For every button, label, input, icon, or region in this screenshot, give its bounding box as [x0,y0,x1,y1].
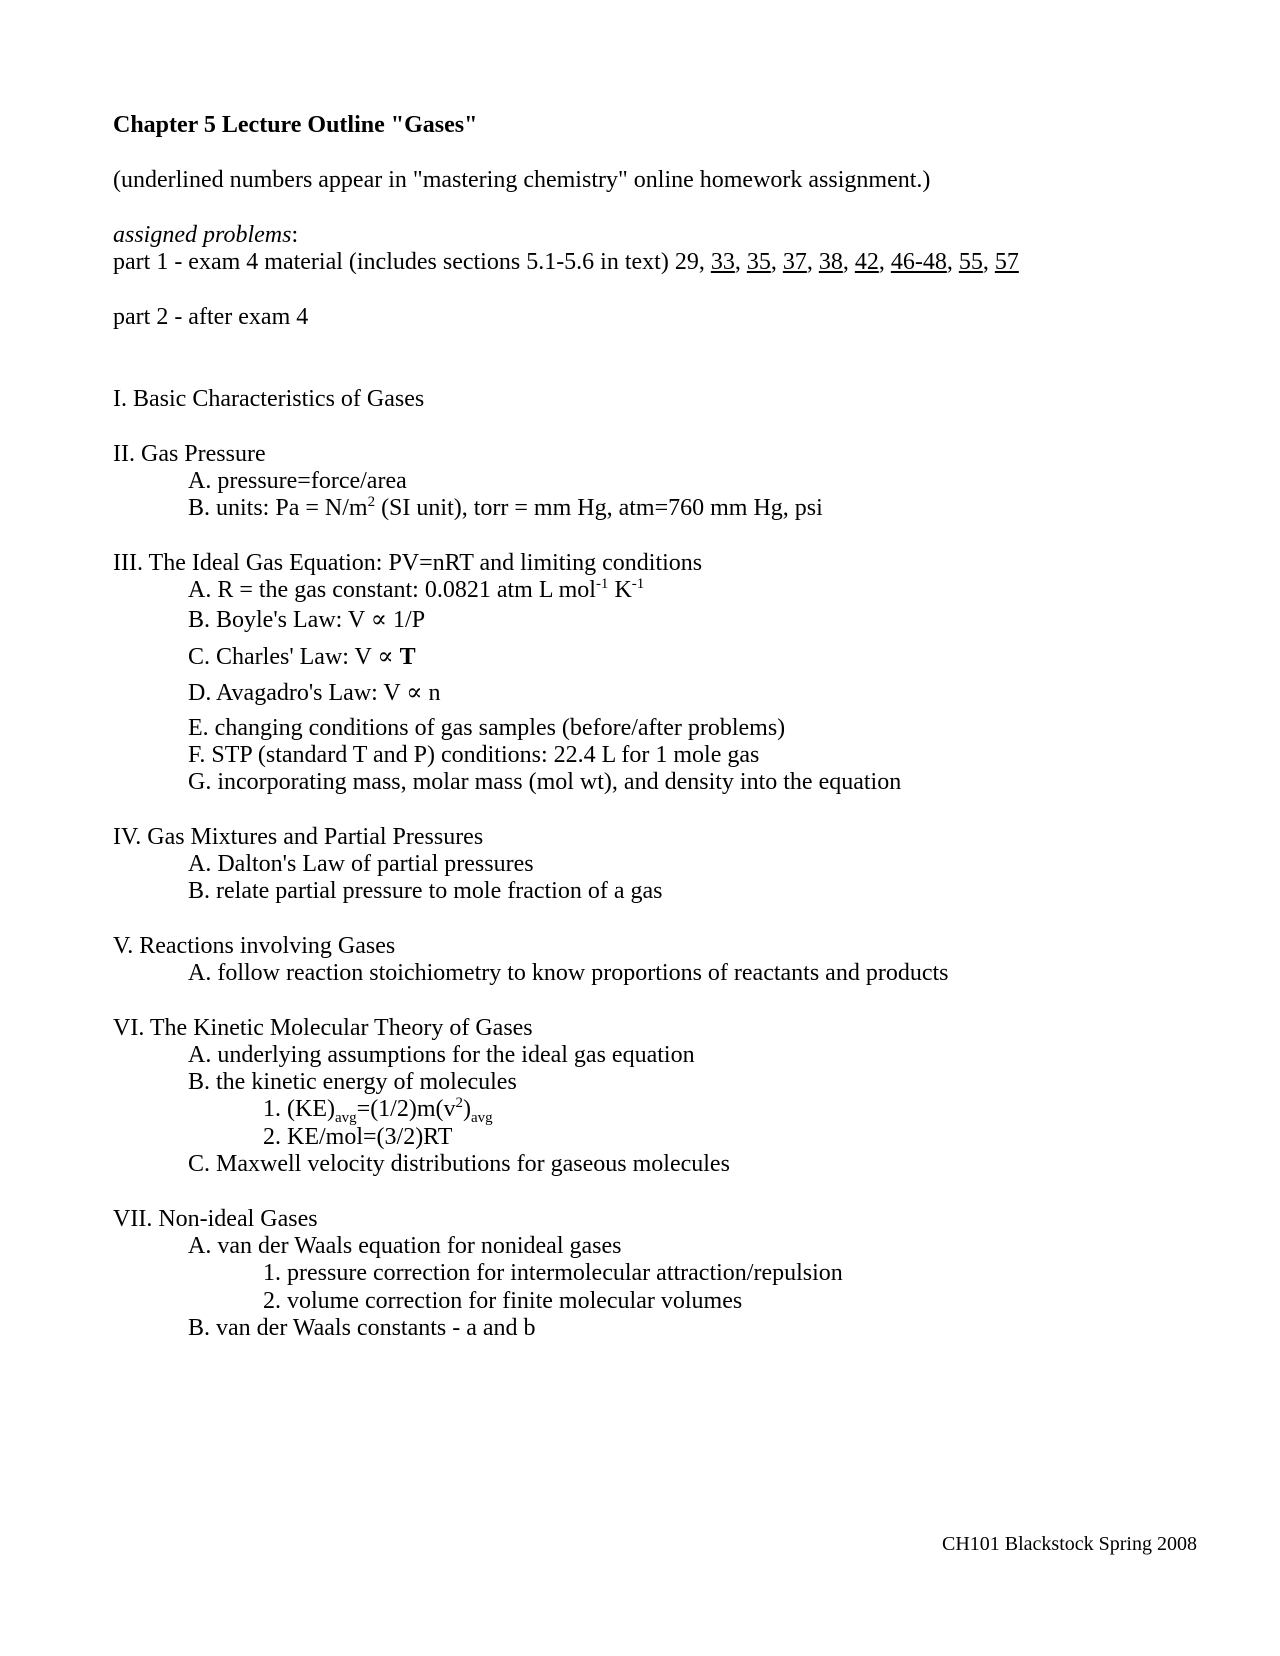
section-3-item-d: D. Avagadro's Law: V ∝ n [188,680,441,706]
gas-constant-text: A. R = the gas constant: 0.0821 atm L mol [188,577,596,603]
section-1-heading: I. Basic Characteristics of Gases [113,386,425,412]
section-6-heading: VI. The Kinetic Molecular Theory of Gases [113,1015,533,1041]
section-4-heading: IV. Gas Mixtures and Partial Pressures [113,824,484,850]
assigned-label-line [113,223,298,247]
section-3-heading: III. The Ideal Gas Equation: PV=nRT and limiting conditions [113,550,703,576]
section-3-item-e: E. changing conditions of gas samples (before/after problems) [188,715,786,741]
section-6-item-b: B. the kinetic energy of molecules [188,1069,517,1095]
section-2-item-a: A. pressure=force/area [188,468,407,494]
kelvin-text: K [608,577,632,603]
units-text-post: (SI unit), torr = mm Hg, atm=760 mm Hg, psi [375,495,823,521]
problem-46-48: 46-48 [890,249,947,275]
section-2-heading: II. Gas Pressure [113,441,266,467]
problem-38: 38 [818,249,843,275]
charles-law-text: C. Charles' Law: V ∝ [188,644,400,670]
ke-formula-text: =(1/2)m(v [356,1096,456,1122]
section-3-item-a [188,578,644,602]
page-footer: CH101 Blackstock Spring 2008 [942,1533,1197,1555]
ke-text: 1. (KE) [263,1096,335,1122]
part2-line: part 2 - after exam 4 [113,304,309,330]
note-line: (underlined numbers appear in "mastering chemistry" online homework assignment.) [113,167,931,193]
problem-33: 33 [710,249,735,275]
units-text-pre: B. units: Pa = N/m [188,495,368,521]
part1-line: part 1 - exam 4 material (includes sections 5.1-5.6 in text) 29, 33, 35, 37, 38, 42, 46-48, 55, 57 [113,249,1019,275]
section-3-item-b: B. Boyle's Law: V ∝ 1/P [188,607,426,633]
section-7-heading: VII. Non-ideal Gases [113,1206,318,1232]
v-avg-subscript: avg [471,1109,493,1126]
section-7-item-b: B. van der Waals constants - a and b [188,1315,536,1341]
section-2-item-b [188,496,823,520]
problem-37: 37 [782,249,807,275]
mol-exponent: -1 [595,576,609,592]
section-7-item-a1: 1. pressure correction for intermolecular attraction/repulsion [263,1260,843,1286]
section-6-item-b1 [263,1095,493,1126]
section-7-item-a2: 2. volume correction for finite molecular volumes [263,1288,743,1314]
ke-avg-subscript: avg [334,1109,357,1126]
assigned-label: assigned problems [113,222,292,248]
problem-42: 42 [854,249,879,275]
section-4-item-a: A. Dalton's Law of partial pressures [188,851,534,877]
problem-35: 35 [746,249,771,275]
section-5-item-a: A. follow reaction stoichiometry to know proportions of reactants and products [188,960,949,986]
section-5-heading: V. Reactions involving Gases [113,933,396,959]
section-7-item-a: A. van der Waals equation for nonideal gases [188,1233,622,1259]
problem-57: 57 [994,249,1019,275]
charles-law-T: T [399,644,416,670]
section-4-item-b: B. relate partial pressure to mole fraction of a gas [188,878,663,904]
part1-prefix: part 1 - exam 4 material (includes sections 5.1-5.6 in text) 29, [113,249,705,275]
problem-55: 55 [958,249,983,275]
section-3-item-g: G. incorporating mass, molar mass (mol wt), and density into the equation [188,769,902,795]
section-6-item-b2: 2. KE/mol=(3/2)RT [263,1124,453,1150]
section-6-item-c: C. Maxwell velocity distributions for gaseous molecules [188,1151,730,1177]
units-superscript: 2 [367,494,376,510]
assigned-colon: : [291,222,299,248]
section-6-item-a: A. underlying assumptions for the ideal gas equation [188,1042,695,1068]
section-3-item-f: F. STP (standard T and P) conditions: 22.4 L for 1 mole gas [188,742,760,768]
ke-close-paren: ) [463,1096,472,1122]
page-title: Chapter 5 Lecture Outline "Gases" [113,112,478,138]
v-squared-superscript: 2 [455,1095,464,1111]
section-3-item-c [188,645,416,669]
kelvin-exponent: -1 [631,576,645,592]
